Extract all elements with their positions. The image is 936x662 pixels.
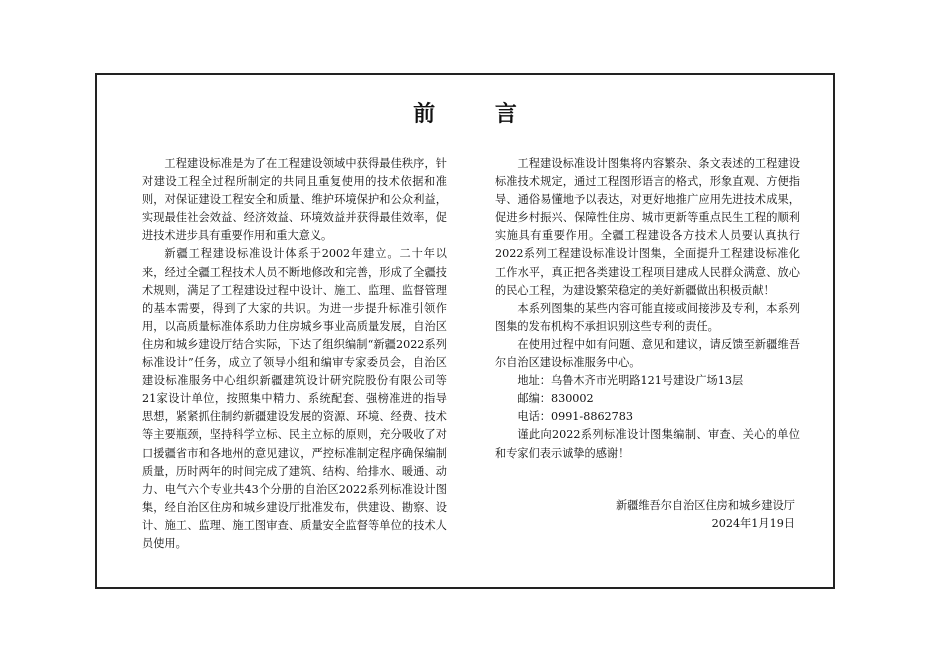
left-column [142,155,447,553]
signature-block [616,497,795,533]
right-column [495,155,800,463]
paragraph: 工程建设标准设计图集将内容繁杂、条文表述的工程建设标准技术规定，通过工程图形语言的格式，形象直观、方便指导、通俗易懂地予以表达，对更好地推广应用先进技术成果，促进乡村振兴、保障性住房、城市更新等重点民生工程的顺利实施具有重要作用。全疆工程建设各方技术人员要认真执行2022系列工程建设标准设计图集，全面提升工程建设标准化工作水平，真正把各类建设工程项目建成人民群众满意、放心的民心工程，为建设繁荣稳定的美好新疆做出积极贡献！ [495,157,800,297]
contact-phone: 电话：0991-8862783 [517,410,634,424]
paragraph: 工程建设标准是为了在工程建设领域中获得最佳秩序，针对建设工程全过程所制定的共同且重复使用的技术依据和准则，对保证建设工程安全和质量、维护环境保护和公众利益，实现最佳社会效益、经济效益、环境效益并获得最佳效率，促进技术进步具有重要作用和重大意义。 [142,157,447,243]
paragraph: 新疆工程建设标准设计体系于2002年建立。二十年以来，经过全疆工程技术人员不断地修改和完善，形成了全疆技术规则，满足了工程建设过程中设计、施工、监理、监督管理的基本需要，得到了大家的共识。为进一步提升标准引领作用，以高质量标准体系助力住房城乡事业高质量发展，自治区住房和城乡建设厅结合实际，下达了组织编制“新疆2022系列标准设计”任务，成立了领导小组和编审专家委员会，自治区建设标准服务中心组织新疆建筑设计研究院股份有限公司等21家设计单位，按照集中精力、系统配套、强榜准进的指导思想，紧紧抓住制约新疆建设发展的资源、环境、经费、技术等主要瓶颈，坚持科学立标、民主立标的原则，充分吸收了对口援疆省市和各地州的意见建议，严控标准制定程序确保编制质量，历时两年的时间完成了建筑、结构、给排水、暖通、动力、电气六个专业共43个分册的自治区2022系列标准设计图集，经自治区住房和城乡建设厅批准发布，供建设、勘察、设计、施工、监理、施工图审查、质量安全监督等单位的技术人员使用。 [142,247,447,550]
document-frame [95,73,835,589]
contact-address: 地址：乌鲁木齐市光明路121号建设广场13层 [517,374,744,388]
signature-date: 2024年1月19日 [711,517,795,530]
page-title: 前 言 [413,102,543,127]
signature-org: 新疆维吾尔自治区住房和城乡建设厅 [615,499,795,512]
contact-postcode: 邮编：830002 [517,392,594,406]
thanks-paragraph: 谨此向2022系列标准设计图集编制、审查、关心的单位和专家们表示诚挚的感谢！ [495,428,800,460]
paragraph: 在使用过程中如有问题、意见和建议，请反馈至新疆维吾尔自治区建设标准服务中心。 [495,337,800,370]
paragraph: 本系列图集的某些内容可能直接或间接涉及专利，本系列图集的发布机构不承担识别这些专利的责任。 [495,301,800,333]
